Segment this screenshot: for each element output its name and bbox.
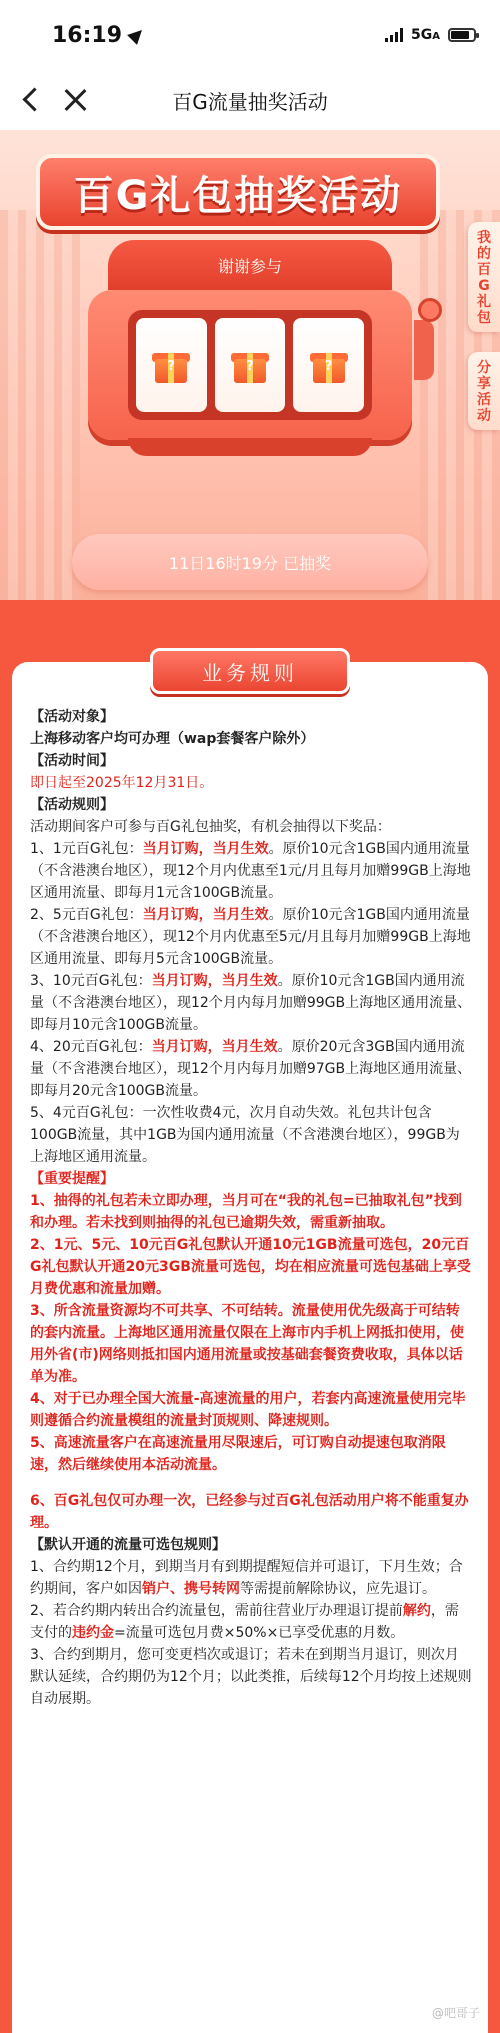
default-rule-3: 3、合约到期月，您可变更档次或退订；若未在到期当月退订，则次月默认延续，合约期仍为12个月；以此类推，后续每12个月均按上述规则自动展期。 <box>30 1647 472 1707</box>
notice-4: 4、对于已办理全国大流量-高速流量的用户，若套内高速流量使用完毕则遵循合约流量模组的流量封顶规则、降速规则。 <box>30 1391 466 1429</box>
reel <box>293 318 364 412</box>
banner-title: 百G礼包抽奖活动 <box>73 172 403 219</box>
watermark: @吧哥子 <box>431 2006 480 2020</box>
default-rule-1: 1、合约期12个月，到期当月有到期提醒短信并可退订，下月生效；合约期间，客户如因销户、携号转网等需提前解除协议，应先退订。 <box>30 1559 463 1597</box>
notice-5: 5、高速流量客户在高速流量用尽限速后，可订购自动提速包取消限速，然后继续使用本活动流量。 <box>30 1435 446 1473</box>
gift-box-icon: ? <box>151 345 191 385</box>
default-package-header: 【默认开通的流量可选包规则】 <box>30 1537 226 1553</box>
back-icon[interactable] <box>16 84 48 116</box>
rules-intro: 活动期间客户可参与百G礼包抽奖，有机会抽得以下奖品： <box>30 819 391 835</box>
prize-item-3: 3、10元百G礼包：当月订购，当月生效。原价10元含1GB国内通用流量（不含港澳台地区），现12个月内每月加赠99GB上海地区通用流量、即每月10元含100GB流量。 <box>30 973 472 1033</box>
result-text: 谢谢参与 <box>217 256 282 276</box>
notice-header: 【重要提醒】 <box>30 1171 114 1187</box>
decor-left <box>0 210 80 600</box>
time-header: 【活动时间】 <box>30 753 114 769</box>
share-activity-tab[interactable]: 分享活动 <box>468 352 500 430</box>
signal-icon <box>385 28 403 42</box>
status-indicators <box>385 27 476 43</box>
clock: 16:19 <box>52 22 123 48</box>
status-bar <box>0 0 500 70</box>
slot-machine <box>88 240 412 462</box>
reel-window <box>128 310 372 420</box>
time-text: 即日起至2025年12月31日。 <box>30 775 214 791</box>
draw-button[interactable]: 11日16时19分 已抽奖 <box>72 534 428 590</box>
prize-item-2: 2、5元百G礼包：当月订购，当月生效。原价10元含1GB国内通用流量（不含港澳台地区），现12个月内优惠至5元/月且每月加赠99GB上海地区通用流量、即每月5元含100GB流量。 <box>30 907 471 967</box>
gift-box-icon: ? <box>230 345 270 385</box>
lottery-hero <box>0 130 500 600</box>
page-title: 百G流量抽奖活动 <box>172 89 328 114</box>
close-icon[interactable] <box>60 84 92 116</box>
result-display <box>108 240 392 290</box>
target-header: 【活动对象】 <box>30 709 114 725</box>
nav-bar <box>0 70 500 130</box>
prize-item-1: 1、1元百G礼包：当月订购，当月生效。原价10元含1GB国内通用流量（不含港澳台地区），现12个月内优惠至1元/月且每月加赠99GB上海地区通用流量、即每月1元含100GB流量。 <box>30 841 471 901</box>
notice-6: 6、百G礼包仅可办理一次，已经参与过百G礼包活动用户将不能重复办理。 <box>30 1493 469 1531</box>
gift-box-icon: ? <box>309 345 349 385</box>
network-type: 5GA <box>411 27 440 43</box>
machine-base <box>128 438 372 456</box>
default-rule-2: 2、若合约期内转出合约流量包，需前往营业厅办理退订提前解约，需支付的违约金=流量可选包月费×50%×已享受优惠的月数。 <box>30 1603 459 1641</box>
prize-item-4: 4、20元百G礼包：当月订购，当月生效。原价20元含3GB国内通用流量（不含港澳台地区），现12个月内每月加赠97GB上海地区通用流量、即每月20元含100GB流量。 <box>30 1039 472 1099</box>
lever <box>414 320 434 380</box>
prize-item-5: 5、4元百G礼包：一次性收费4元，次月自动失效。礼包共计包含100GB流量，其中1GB为国内通用流量（不含港澳台地区），99GB为上海地区通用流量。 <box>30 1105 460 1165</box>
my-gift-tab[interactable]: 我的百G礼包 <box>468 222 500 332</box>
reel <box>215 318 286 412</box>
rules-header: 【活动规则】 <box>30 797 114 813</box>
notice-3: 3、所含流量资源均不可共享、不可结转。流量使用优先级高于可结转的套内流量。上海地区通用流量仅限在上海市内手机上网抵扣使用，使用外省(市)网络则抵扣国内通用流量或按基础套餐资费收取，具体以话单为准。 <box>30 1303 464 1385</box>
notice-2: 2、1元、5元、10元百G礼包默认开通10元1GB流量可选包，20元百G礼包默认开通20元3GB流量可选包，均在相应流量可选包基础上享受月费优惠和流量加赠。 <box>30 1237 471 1297</box>
location-arrow-icon <box>127 25 147 45</box>
notice-1: 1、抽得的礼包若未立即办理，当月可在“我的礼包=已抽取礼包”找到和办理。若未找到则抽得的礼包已逾期失效，需重新抽取。 <box>30 1193 462 1231</box>
lever-knob <box>418 298 442 322</box>
rules-card <box>12 662 488 2033</box>
target-text: 上海移动客户均可办理（wap套餐客户除外） <box>30 731 315 747</box>
battery-icon <box>448 28 476 42</box>
rules-title: 业务规则 <box>150 648 350 694</box>
reel <box>136 318 207 412</box>
activity-banner <box>36 154 440 230</box>
